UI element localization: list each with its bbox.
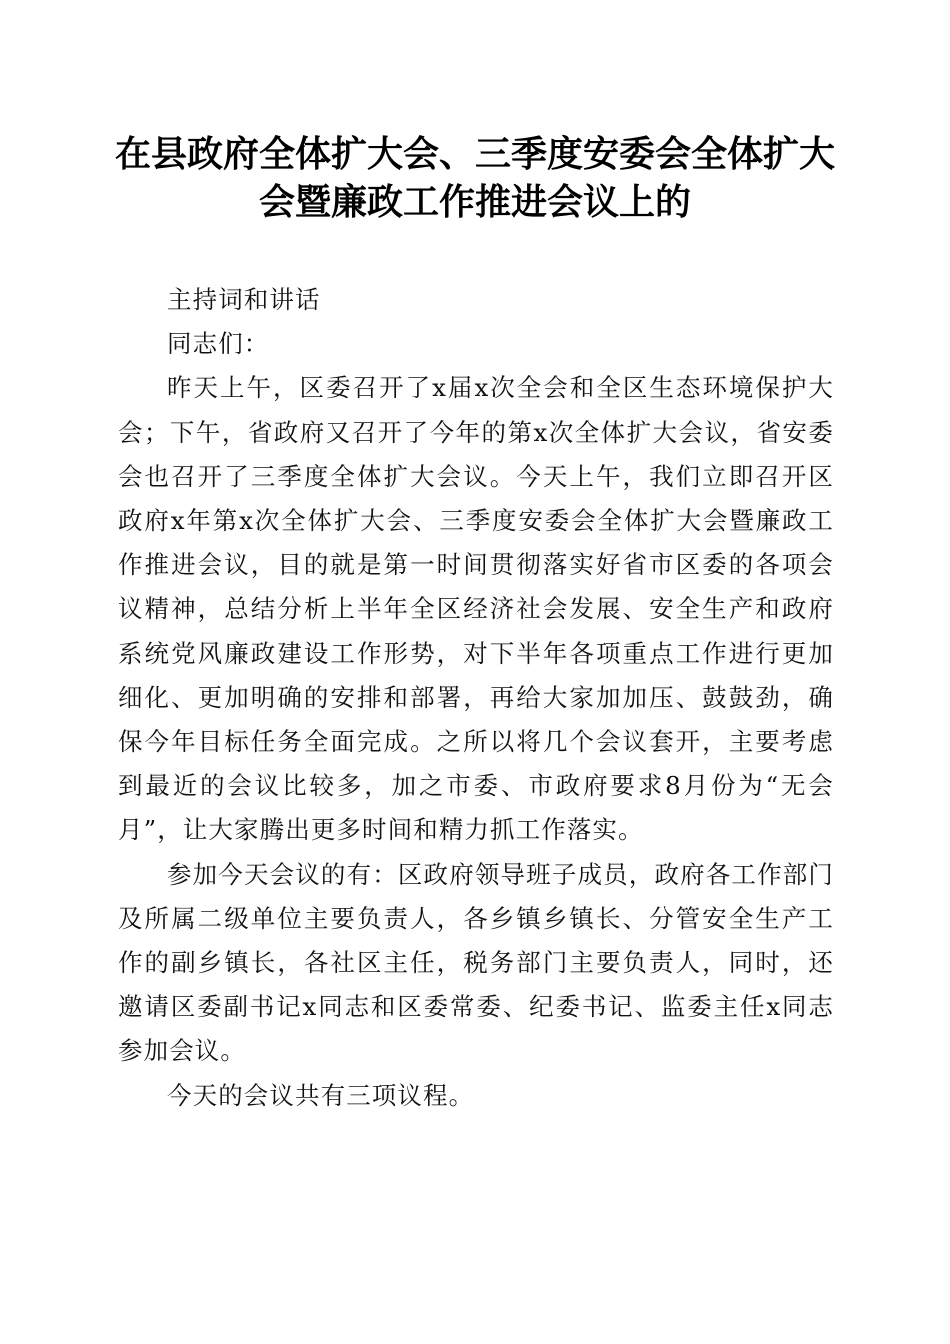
subtitle-paragraph: 主持词和讲话	[167, 285, 321, 314]
body-paragraph-3: 今天的会议共有三项议程。	[167, 1080, 475, 1110]
document-title	[100, 130, 850, 226]
salutation-paragraph: 同志们：	[167, 329, 270, 359]
document-body	[118, 278, 834, 1118]
body-paragraph-1: 昨天上午，区委召开了x届x次全会和全区生态环境保护大会；下午，省政府又召开了今年的第x次全体扩大会议，省安委会也召开了三季度全体扩大会议。今天上午，我们立即召开区政府x年第x次全体扩大会、三季度安委会全体扩大会暨廉政工作推进会议，目的就是第一时间贯彻落实好省市区委的各项会议精神，总结分析上半年全区经济社会发展、安全生产和政府系统党风廉政建设工作形势，对下半年各项重点工作进行更加细化、更加明确的安排和部署，再给大家加加压、鼓鼓劲，确保今年目标任务全面完成。之所以将几个会议套开，主要考虑到最近的会议比较多，加之市委、市政府要求8月份为“无会月”，让大家腾出更多时间和精力抓工作落实。	[118, 373, 834, 845]
body-paragraph-2: 参加今天会议的有：区政府领导班子成员，政府各工作部门及所属二级单位主要负责人，各乡镇乡镇长、分管安全生产工作的副乡镇长，各社区主任，税务部门主要负责人，同时，还邀请区委副书记x同志和区委常委、纪委书记、监委主任x同志参加会议。	[118, 859, 834, 1066]
title-line-1: 在县政府全体扩大会、三季度安委会全体扩大	[114, 133, 835, 175]
title-line-2: 会暨廉政工作推进会议上的	[258, 181, 691, 223]
